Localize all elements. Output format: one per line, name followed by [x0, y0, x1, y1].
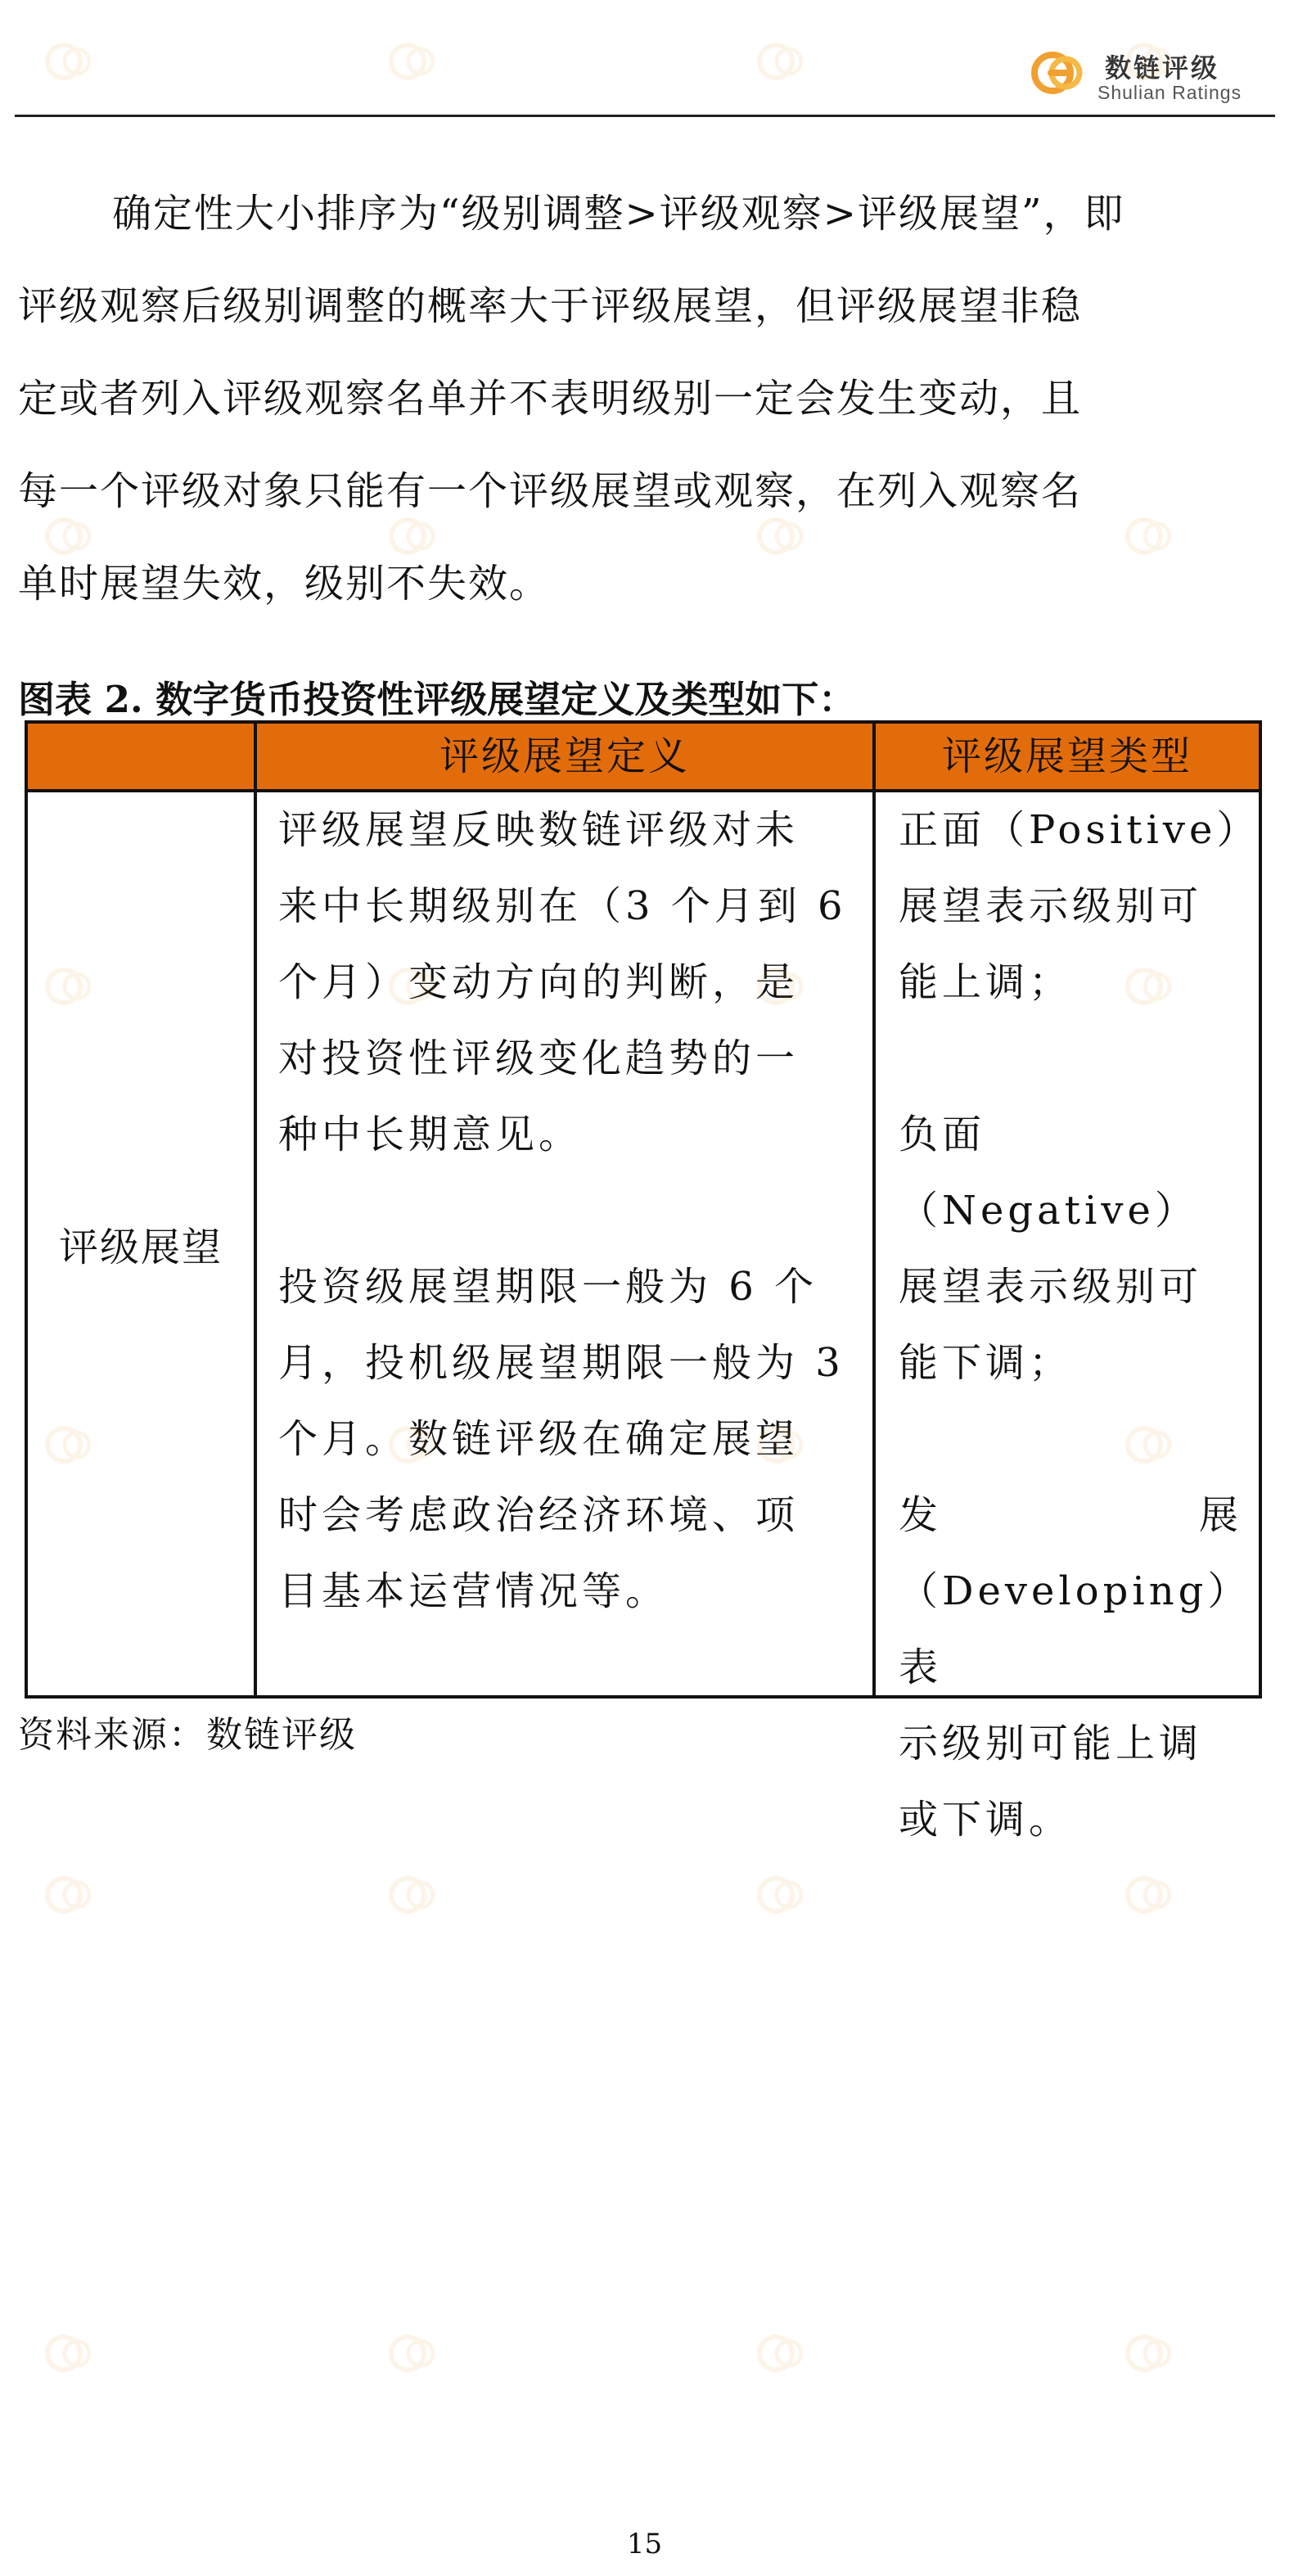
watermark-logo-icon [41, 1416, 98, 1473]
watermark-logo-icon [1121, 1866, 1179, 1924]
paragraph-gap [278, 1173, 886, 1249]
row-label: 评级展望 [58, 1225, 223, 1270]
chain-link-logo-icon [1030, 44, 1087, 102]
watermark-logo-icon [1121, 2325, 1179, 2382]
column-divider [254, 724, 257, 1695]
page-header [0, 0, 1289, 123]
type-word: 展 [1198, 1492, 1242, 1538]
watermark-logo-icon [1121, 958, 1179, 1015]
watermark-logo-icon [385, 958, 442, 1015]
header-type: 评级展望类型 [941, 733, 1192, 779]
type-line: 或下调。 [899, 1797, 1073, 1843]
watermark-logo-icon [41, 33, 98, 90]
watermark-logo-icon [41, 958, 98, 1015]
watermark-logo-icon [753, 33, 810, 90]
paragraph-line: 定或者列入评级观察名单并不表明级别一定会发生变动，且 [18, 376, 1083, 422]
header-divider [15, 115, 1275, 117]
definition-line: 时会考虑政治经济环境、项 [278, 1492, 800, 1538]
type-line: 负面（Negative） [899, 1112, 1198, 1234]
watermark-logo-icon [1121, 1416, 1179, 1473]
paragraph-gap [899, 1401, 1242, 1477]
watermark-logo-icon [385, 2325, 442, 2382]
type-cell [899, 792, 1260, 1858]
type-line: 展望表示级别可 [899, 883, 1203, 929]
type-line: 能上调； [899, 959, 1073, 1005]
watermark-logo-icon [41, 508, 98, 565]
watermark-logo-icon [41, 1866, 98, 1924]
figure-title: 图表 2. 数字货币投资性评级展望定义及类型如下： [18, 678, 856, 721]
watermark-logo-icon [753, 1416, 810, 1473]
page-number: 15 [626, 2528, 663, 2560]
definition-line: 评级展望反映数链评级对未 [278, 807, 800, 853]
type-line [899, 1477, 1242, 1554]
paragraph-line: 每一个评级对象只能有一个评级展望或观察，在列入观察名 [18, 468, 1083, 514]
type-line: 示级别可能上调 [899, 1721, 1203, 1766]
header-definition: 评级展望定义 [439, 733, 690, 779]
watermark-logo-icon [753, 958, 810, 1015]
watermark-logo-icon [753, 1866, 810, 1924]
type-line: 能下调； [899, 1340, 1073, 1386]
source-note: 资料来源：数链评级 [18, 1714, 357, 1756]
paragraph-line: 单时展望失效，级别不失效。 [18, 561, 551, 607]
watermark-logo-icon [1121, 508, 1179, 565]
logo-chinese-name: 数链评级 [1105, 52, 1220, 83]
watermark-logo-icon [1121, 33, 1179, 90]
paragraph-line: 确定性大小排序为“级别调整>评级观察>评级展望”，即 [112, 191, 1125, 237]
watermark-logo-icon [385, 33, 442, 90]
logo-english-name: Shulian Ratings [1097, 82, 1242, 103]
watermark-logo-icon [41, 2325, 98, 2382]
watermark-logo-icon [385, 1416, 442, 1473]
watermark-logo-icon [385, 508, 442, 565]
definition-line: 目基本运营情况等。 [278, 1568, 669, 1614]
definition-line: 来中长期级别在（3 个月到 6 [278, 883, 847, 929]
paragraph-gap [899, 1021, 1242, 1097]
definition-line: 个月。数链评级在确定展望 [278, 1416, 800, 1462]
body-paragraph [18, 168, 1274, 630]
definition-line: 投资级展望期限一般为 6 个 [278, 1264, 818, 1310]
definition-line: 种中长期意见。 [278, 1112, 583, 1157]
watermark-logo-icon [753, 2325, 810, 2382]
type-line: （Developing）表 [899, 1568, 1232, 1690]
definition-line: 月，投机级展望期限一般为 3 [278, 1340, 845, 1386]
type-line: 正面（Positive） [899, 807, 1260, 853]
type-line: 展望表示级别可 [899, 1264, 1203, 1310]
definition-line: 对投资性评级变化趋势的一 [278, 1035, 800, 1081]
type-word: 发 [899, 1492, 943, 1538]
watermark-logo-icon [753, 508, 810, 565]
definition-line: 个月）变动方向的判断，是 [278, 959, 800, 1005]
watermark-logo-icon [385, 1866, 442, 1924]
paragraph-line: 评级观察后级别调整的概率大于评级展望，但评级展望非稳 [18, 283, 1083, 329]
definition-cell [278, 792, 886, 1630]
